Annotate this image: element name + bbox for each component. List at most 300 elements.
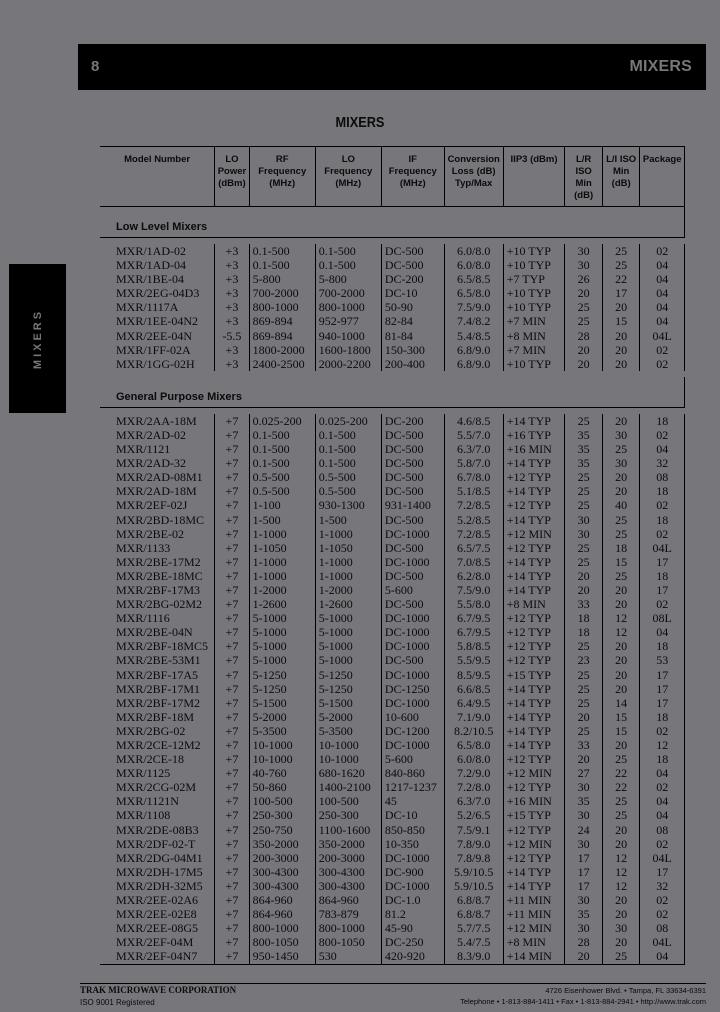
table-cell: 300-4300 (249, 865, 315, 879)
table-row (100, 907, 685, 921)
table-cell: DC-200 (381, 272, 444, 286)
table-cell: 6.0/8.0 (444, 258, 503, 272)
model-number-cell: MXR/2BG-02M2 (100, 597, 215, 611)
table-cell: 1-1000 (249, 569, 315, 583)
table-cell: DC-1250 (381, 682, 444, 696)
table-cell: 5.2/8.5 (444, 513, 503, 527)
table-cell: 20 (602, 470, 640, 484)
table-cell: 6.5/8.0 (444, 286, 503, 300)
model-number-cell: MXR/2BD-18MC (100, 513, 215, 527)
table-cell: 7.5/9.0 (444, 583, 503, 597)
table-cell: 5-1000 (249, 653, 315, 667)
table-cell: 0.5-500 (249, 470, 315, 484)
table-cell: 869-894 (249, 314, 315, 328)
group-header-row (100, 377, 685, 408)
table-row (100, 569, 685, 583)
table-cell: 5-1000 (315, 611, 381, 625)
table-row (100, 724, 685, 738)
table-cell: 0.025-200 (315, 414, 381, 428)
table-cell: 5-1250 (249, 668, 315, 682)
table-row (100, 272, 685, 286)
model-number-cell: MXR/2BF-17A5 (100, 668, 215, 682)
table-cell: 25 (565, 555, 603, 569)
table-cell: 5.5/7.0 (444, 428, 503, 442)
table-cell: 7.1/9.0 (444, 710, 503, 724)
table-cell: 25 (602, 258, 640, 272)
mixers-spec-table (100, 146, 685, 965)
table-cell: 32 (640, 456, 685, 470)
table-cell: 0.1-500 (315, 428, 381, 442)
table-cell: 20 (602, 484, 640, 498)
model-number-cell: MXR/2AD-08M1 (100, 470, 215, 484)
table-cell: 1-1000 (249, 527, 315, 541)
table-cell: 02 (640, 893, 685, 907)
table-cell: +7 (215, 710, 249, 724)
table-cell: 300-4300 (315, 865, 381, 879)
table-cell: +12 TYP (503, 625, 565, 639)
table-cell: 04L (640, 851, 685, 865)
table-row (100, 541, 685, 555)
table-cell: +12 MIN (503, 921, 565, 935)
table-cell: 350-2000 (315, 837, 381, 851)
table-cell: 04 (640, 625, 685, 639)
model-number-cell: MXR/2CE-18 (100, 752, 215, 766)
table-cell: DC-500 (381, 428, 444, 442)
table-cell: 04 (640, 272, 685, 286)
table-cell: 5.4/7.5 (444, 935, 503, 949)
model-number-cell: MXR/2EE-02E8 (100, 907, 215, 921)
table-cell: 5-3500 (315, 724, 381, 738)
table-cell: DC-1000 (381, 611, 444, 625)
table-cell: 12 (602, 851, 640, 865)
table-row (100, 949, 685, 964)
table-cell: +7 (215, 865, 249, 879)
table-cell: +14 TYP (503, 724, 565, 738)
table-cell: 5-1000 (315, 625, 381, 639)
table-cell: 1-1000 (315, 555, 381, 569)
table-cell: 250-750 (249, 823, 315, 837)
table-cell: 869-894 (249, 329, 315, 343)
table-cell: DC-1000 (381, 527, 444, 541)
table-cell: 15 (602, 724, 640, 738)
table-cell: 25 (602, 569, 640, 583)
table-cell: 864-960 (249, 907, 315, 921)
table-cell: 23 (565, 653, 603, 667)
table-cell: 17 (640, 865, 685, 879)
model-number-cell: MXR/2EF-04M (100, 935, 215, 949)
table-cell: 25 (602, 527, 640, 541)
table-cell: 17 (640, 668, 685, 682)
table-cell: 25 (565, 541, 603, 555)
table-cell: 680-1620 (315, 766, 381, 780)
table-cell: 04 (640, 794, 685, 808)
table-cell: 25 (565, 696, 603, 710)
table-cell: 100-500 (315, 794, 381, 808)
table-cell: 0.1-500 (315, 456, 381, 470)
table-cell: 5-800 (315, 272, 381, 286)
model-number-cell: MXR/1BE-04 (100, 272, 215, 286)
table-cell: 35 (565, 456, 603, 470)
table-cell: 25 (602, 752, 640, 766)
table-cell: 30 (602, 921, 640, 935)
table-cell: 10-1000 (315, 738, 381, 752)
table-cell: 12 (602, 865, 640, 879)
table-cell: 6.2/8.0 (444, 569, 503, 583)
table-cell: +16 TYP (503, 428, 565, 442)
section-side-tab (9, 264, 66, 413)
table-cell: 25 (565, 724, 603, 738)
table-cell: 08 (640, 823, 685, 837)
table-cell: 25 (602, 949, 640, 964)
table-row (100, 456, 685, 470)
table-cell: +7 (215, 851, 249, 865)
table-cell: 30 (602, 456, 640, 470)
table-cell: +14 TYP (503, 555, 565, 569)
table-cell: 25 (565, 414, 603, 428)
table-cell: DC-500 (381, 470, 444, 484)
table-cell: 25 (602, 794, 640, 808)
table-row (100, 343, 685, 357)
table-cell: +3 (215, 244, 249, 258)
table-cell: 6.3/7.0 (444, 442, 503, 456)
table-cell: 5-1000 (249, 625, 315, 639)
table-cell: 0.1-500 (315, 442, 381, 456)
table-cell: 20 (602, 682, 640, 696)
table-row (100, 823, 685, 837)
table-cell: 02 (640, 357, 685, 371)
table-cell: 300-4300 (249, 879, 315, 893)
table-cell: DC-500 (381, 541, 444, 555)
company-phone-fax-web: Telephone • 1-813-884-1411 • Fax • 1-813-884-2941 • http://www.trak.com (460, 997, 706, 1006)
table-cell: +7 (215, 611, 249, 625)
table-cell: 5.7/7.5 (444, 921, 503, 935)
model-number-cell: MXR/2BF-17M1 (100, 682, 215, 696)
table-cell: +11 MIN (503, 893, 565, 907)
table-cell: 30 (565, 837, 603, 851)
table-cell: 25 (565, 668, 603, 682)
model-number-cell: MXR/2BE-53M1 (100, 653, 215, 667)
table-cell: 0.1-500 (249, 244, 315, 258)
table-cell: 950-1450 (249, 949, 315, 964)
table-row (100, 625, 685, 639)
table-cell: +7 (215, 527, 249, 541)
table-cell: +14 TYP (503, 456, 565, 470)
table-cell: +3 (215, 300, 249, 314)
table-cell: 5.5/8.0 (444, 597, 503, 611)
table-cell: +8 MIN (503, 935, 565, 949)
table-cell: 20 (602, 329, 640, 343)
table-cell: 850-850 (381, 823, 444, 837)
table-cell: 5.9/10.5 (444, 865, 503, 879)
table-cell: 81.2 (381, 907, 444, 921)
table-cell: +7 (215, 414, 249, 428)
table-cell: +14 TYP (503, 696, 565, 710)
table-cell: 350-2000 (249, 837, 315, 851)
column-header: IIP3 (dBm) (503, 147, 565, 207)
table-cell: 17 (565, 879, 603, 893)
model-number-cell: MXR/1108 (100, 808, 215, 822)
table-cell: 700-2000 (315, 286, 381, 300)
table-cell: 800-1000 (315, 921, 381, 935)
table-cell: +7 (215, 935, 249, 949)
table-cell: 1400-2100 (315, 780, 381, 794)
table-cell: 18 (640, 414, 685, 428)
model-number-cell: MXR/1EE-04N2 (100, 314, 215, 328)
table-cell: 200-3000 (249, 851, 315, 865)
table-cell: 0.1-500 (249, 428, 315, 442)
table-cell: 5-1500 (249, 696, 315, 710)
table-cell: +14 TYP (503, 414, 565, 428)
table-cell: +3 (215, 357, 249, 371)
table-cell: 25 (565, 639, 603, 653)
table-cell: 26 (565, 272, 603, 286)
table-cell: 04L (640, 541, 685, 555)
table-cell: +10 TYP (503, 244, 565, 258)
table-cell: 18 (640, 639, 685, 653)
table-cell: 20 (602, 343, 640, 357)
table-cell: DC-250 (381, 935, 444, 949)
table-row (100, 879, 685, 893)
table-cell: 6.5/7.5 (444, 541, 503, 555)
model-number-cell: MXR/2BE-18MC (100, 569, 215, 583)
table-cell: 30 (565, 527, 603, 541)
table-cell: 30 (565, 780, 603, 794)
column-header: RF Frequency (MHz) (249, 147, 315, 207)
column-header: Model Number (100, 147, 215, 207)
table-cell: 15 (602, 710, 640, 724)
table-cell: 7.8/9.0 (444, 837, 503, 851)
table-cell: 04 (640, 314, 685, 328)
table-cell: 7.8/9.8 (444, 851, 503, 865)
table-cell: +12 TYP (503, 470, 565, 484)
table-cell: 25 (565, 314, 603, 328)
table-cell: +7 (215, 653, 249, 667)
table-cell: 17 (602, 286, 640, 300)
table-cell: 20 (565, 569, 603, 583)
column-header: LO Power (dBm) (215, 147, 249, 207)
table-cell: 7.2/8.5 (444, 527, 503, 541)
table-cell: +7 (215, 766, 249, 780)
table-cell: 300-4300 (315, 879, 381, 893)
model-number-cell: MXR/2DF-02-T (100, 837, 215, 851)
company-address: 4726 Eisenhower Blvd. • Tampa, FL 33634-6391 (545, 986, 706, 995)
table-cell: DC-500 (381, 569, 444, 583)
table-cell: +7 (215, 696, 249, 710)
table-row (100, 653, 685, 667)
table-cell: 0.5-500 (315, 484, 381, 498)
table-cell: 02 (640, 498, 685, 512)
table-cell: 02 (640, 780, 685, 794)
table-row (100, 738, 685, 752)
model-number-cell: MXR/2BG-02 (100, 724, 215, 738)
table-cell: -5.5 (215, 329, 249, 343)
table-cell: +12 TYP (503, 653, 565, 667)
model-number-cell: MXR/2EF-02J (100, 498, 215, 512)
table-cell: 10-1000 (249, 752, 315, 766)
table-cell: 1-500 (249, 513, 315, 527)
table-cell: 5-800 (249, 272, 315, 286)
table-cell: 200-400 (381, 357, 444, 371)
table-row (100, 865, 685, 879)
table-cell: 931-1400 (381, 498, 444, 512)
table-cell: +7 MIN (503, 314, 565, 328)
table-row (100, 442, 685, 456)
table-cell: +14 TYP (503, 879, 565, 893)
table-cell: 20 (602, 357, 640, 371)
table-cell: 420-920 (381, 949, 444, 964)
table-cell: DC-1000 (381, 668, 444, 682)
table-cell: 15 (602, 555, 640, 569)
model-number-cell: MXR/2BE-04N (100, 625, 215, 639)
table-cell: 53 (640, 653, 685, 667)
table-cell: 5-1000 (249, 611, 315, 625)
table-cell: 04 (640, 300, 685, 314)
table-row (100, 428, 685, 442)
table-cell: DC-1200 (381, 724, 444, 738)
table-cell: 25 (602, 442, 640, 456)
column-header: IF Frequency (MHz) (381, 147, 444, 207)
table-cell: 1-2000 (249, 583, 315, 597)
table-cell: 250-300 (315, 808, 381, 822)
table-row (100, 583, 685, 597)
table-cell: 7.4/8.2 (444, 314, 503, 328)
table-cell: 952-977 (315, 314, 381, 328)
table-cell: +14 MIN (503, 949, 565, 964)
table-cell: +12 TYP (503, 780, 565, 794)
table-cell: 27 (565, 766, 603, 780)
table-cell: 20 (602, 907, 640, 921)
table-cell: 35 (565, 442, 603, 456)
table-row (100, 484, 685, 498)
table-cell: 20 (602, 823, 640, 837)
column-header: L/R ISO Min (dB) (565, 147, 603, 207)
table-cell: DC-500 (381, 258, 444, 272)
table-cell: +7 (215, 738, 249, 752)
table-row (100, 329, 685, 343)
table-cell: 25 (602, 244, 640, 258)
table-cell: 30 (565, 513, 603, 527)
table-cell: 20 (602, 653, 640, 667)
table-cell: +7 (215, 583, 249, 597)
table-cell: 04 (640, 808, 685, 822)
table-cell: +7 (215, 823, 249, 837)
table-cell: 1-1000 (315, 527, 381, 541)
table-cell: 02 (640, 837, 685, 851)
side-tab-label: MIXERS (31, 308, 44, 369)
table-cell: 20 (602, 300, 640, 314)
table-cell: 150-300 (381, 343, 444, 357)
table-cell: DC-1000 (381, 851, 444, 865)
table-cell: 18 (565, 611, 603, 625)
table-cell: 5.2/6.5 (444, 808, 503, 822)
table-row (100, 921, 685, 935)
table-cell: 18 (640, 484, 685, 498)
table-cell: 04 (640, 949, 685, 964)
model-number-cell: MXR/2CG-02M (100, 780, 215, 794)
table-cell: 18 (565, 625, 603, 639)
table-cell: 7.2/9.0 (444, 766, 503, 780)
model-number-cell: MXR/2EE-04N (100, 329, 215, 343)
model-number-cell: MXR/2EE-08G5 (100, 921, 215, 935)
table-cell: +7 (215, 513, 249, 527)
model-number-cell: MXR/2BE-02 (100, 527, 215, 541)
table-row (100, 794, 685, 808)
table-row (100, 498, 685, 512)
table-row (100, 851, 685, 865)
table-cell: 33 (565, 597, 603, 611)
table-row (100, 555, 685, 569)
table-cell: DC-1000 (381, 696, 444, 710)
table-cell: 04 (640, 442, 685, 456)
table-cell: +7 (215, 428, 249, 442)
table-cell: 783-879 (315, 907, 381, 921)
table-cell: 18 (640, 513, 685, 527)
table-cell: 6.8/9.0 (444, 357, 503, 371)
table-cell: +7 MIN (503, 343, 565, 357)
table-cell: 10-600 (381, 710, 444, 724)
table-cell: 1-2000 (315, 583, 381, 597)
table-cell: +7 (215, 639, 249, 653)
table-cell: 6.6/8.5 (444, 682, 503, 696)
table-cell: 14 (602, 696, 640, 710)
table-cell: 6.7/9.5 (444, 625, 503, 639)
table-cell: 25 (565, 682, 603, 696)
page-title: MIXERS (335, 114, 385, 131)
table-cell: 18 (602, 541, 640, 555)
table-cell: +10 TYP (503, 258, 565, 272)
table-cell: 1100-1600 (315, 823, 381, 837)
table-row (100, 682, 685, 696)
table-cell: +7 (215, 456, 249, 470)
table-cell: 08 (640, 921, 685, 935)
table-cell: 8.5/9.5 (444, 668, 503, 682)
table-cell: +10 TYP (503, 286, 565, 300)
table-cell: +7 (215, 921, 249, 935)
table-cell: +14 TYP (503, 569, 565, 583)
table-row (100, 837, 685, 851)
table-cell: 82-84 (381, 314, 444, 328)
table-cell: 5.5/9.5 (444, 653, 503, 667)
table-cell: 4.6/8.5 (444, 414, 503, 428)
table-cell: DC-500 (381, 513, 444, 527)
table-cell: +7 (215, 949, 249, 964)
table-cell: 800-1000 (249, 921, 315, 935)
model-number-cell: MXR/2DE-08B3 (100, 823, 215, 837)
table-cell: +7 (215, 555, 249, 569)
table-cell: +10 TYP (503, 357, 565, 371)
table-cell: 25 (602, 808, 640, 822)
table-cell: +12 TYP (503, 541, 565, 555)
table-cell: +12 MIN (503, 527, 565, 541)
table-cell: 17 (565, 865, 603, 879)
table-cell: 25 (565, 300, 603, 314)
table-cell: 30 (565, 921, 603, 935)
model-number-cell: MXR/1133 (100, 541, 215, 555)
table-cell: 8.3/9.0 (444, 949, 503, 964)
table-cell: +7 (215, 752, 249, 766)
model-number-cell: MXR/2DH-17M5 (100, 865, 215, 879)
table-cell: DC-10 (381, 808, 444, 822)
table-cell: +7 (215, 893, 249, 907)
table-cell: +16 MIN (503, 442, 565, 456)
table-cell: 800-1050 (315, 935, 381, 949)
table-cell: 1-2600 (315, 597, 381, 611)
table-cell: 30 (565, 893, 603, 907)
table-cell: DC-1000 (381, 879, 444, 893)
table-cell: 7.5/9.1 (444, 823, 503, 837)
model-number-cell: MXR/1AD-02 (100, 244, 215, 258)
table-cell: 2000-2200 (315, 357, 381, 371)
